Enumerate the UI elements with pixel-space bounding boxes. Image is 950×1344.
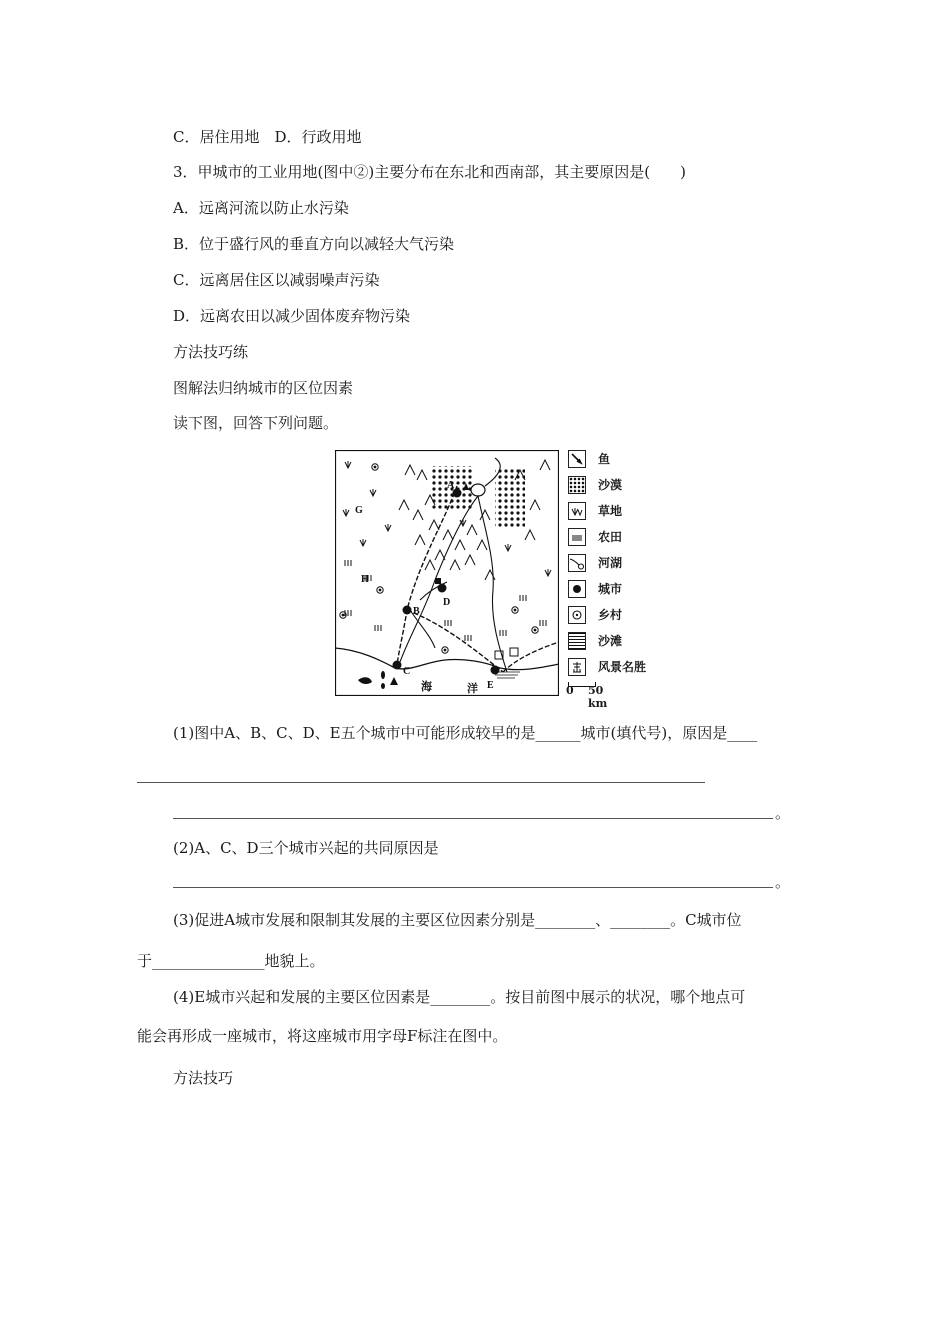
legend-label: 鱼	[598, 452, 611, 466]
legend-label: 沙滩	[598, 634, 623, 648]
river-lake-icon	[568, 554, 586, 572]
label-c: C	[403, 666, 411, 677]
label-b: B	[413, 606, 420, 617]
question-1-line-1: (1)图中A、B、C、D、E五个城市中可能形成较早的是______城市(填代号)，原因是____	[173, 724, 758, 742]
farmland-icon	[568, 528, 586, 546]
scale-zero: 0	[566, 684, 574, 697]
answer-blank-line	[173, 887, 773, 888]
period-mark: 。	[775, 804, 791, 822]
sea-label-1: 海	[421, 680, 432, 693]
desert-icon	[568, 476, 586, 494]
q3-option-b: B．位于盛行风的垂直方向以减轻大气污染	[173, 235, 455, 253]
beach-icon	[568, 632, 586, 650]
q3-stem: 3．甲城市的工业用地(图中②)主要分布在东北和西南部，其主要原因是( )	[173, 163, 686, 181]
scenic-spot-icon	[568, 658, 586, 676]
question-4-line-1: (4)E城市兴起和发展的主要区位因素是________。按目前图中展示的状况，哪个地点可	[173, 988, 746, 1006]
legend-label: 农田	[598, 530, 623, 544]
label-h: H	[361, 574, 369, 585]
scale-distance: 50 km	[588, 684, 608, 710]
legend-label: 城市	[598, 582, 623, 596]
label-e: E	[487, 680, 494, 691]
answer-blank-line	[173, 818, 773, 819]
map-svg	[335, 450, 559, 696]
section-subtitle: 图解法归纳城市的区位因素	[173, 379, 354, 397]
section-title: 方法技巧练	[173, 343, 249, 361]
legend-label: 乡村	[598, 608, 623, 622]
label-a: A	[447, 480, 455, 491]
grassland-icon	[568, 502, 586, 520]
question-4-line-2: 能会再形成一座城市，将这座城市用字母F标注在图中。	[137, 1027, 508, 1045]
instruction: 读下图，回答下列问题。	[173, 414, 339, 432]
city-d-marker	[438, 584, 447, 593]
fish-icon	[568, 450, 586, 468]
question-3-line-2: 于_______________地貌上。	[137, 952, 325, 970]
sea-label-2: 洋	[467, 682, 478, 695]
q3-option-a: A．远离河流以防止水污染	[173, 199, 349, 217]
q3-option-d: D．远离农田以减少固体废弃物污染	[173, 307, 411, 325]
footer-heading: 方法技巧	[173, 1069, 234, 1087]
q2-options-cd: C．居住用地 D．行政用地	[173, 128, 362, 146]
village-icon	[568, 606, 586, 624]
legend-label: 风景名胜	[598, 660, 647, 674]
q3-option-c: C．远离居住区以减弱噪声污染	[173, 271, 380, 289]
city-icon	[568, 580, 586, 598]
period-mark: 。	[775, 873, 791, 891]
answer-blank-line	[137, 782, 705, 783]
city-e-marker	[491, 666, 500, 675]
map-figure	[335, 450, 559, 696]
city-c-marker	[393, 661, 402, 670]
scale-bar	[566, 682, 626, 710]
city-b-marker	[403, 606, 412, 615]
legend-label: 河湖	[598, 556, 623, 570]
label-g: G	[355, 505, 363, 516]
label-d: D	[443, 597, 451, 608]
legend-label: 沙漠	[598, 478, 623, 492]
legend-label: 草地	[598, 504, 623, 518]
question-3-line-1: (3)促进A城市发展和限制其发展的主要区位因素分别是________、________。C城市位	[173, 911, 742, 929]
question-2-line-1: (2)A、C、D三个城市兴起的共同原因是	[173, 839, 439, 857]
